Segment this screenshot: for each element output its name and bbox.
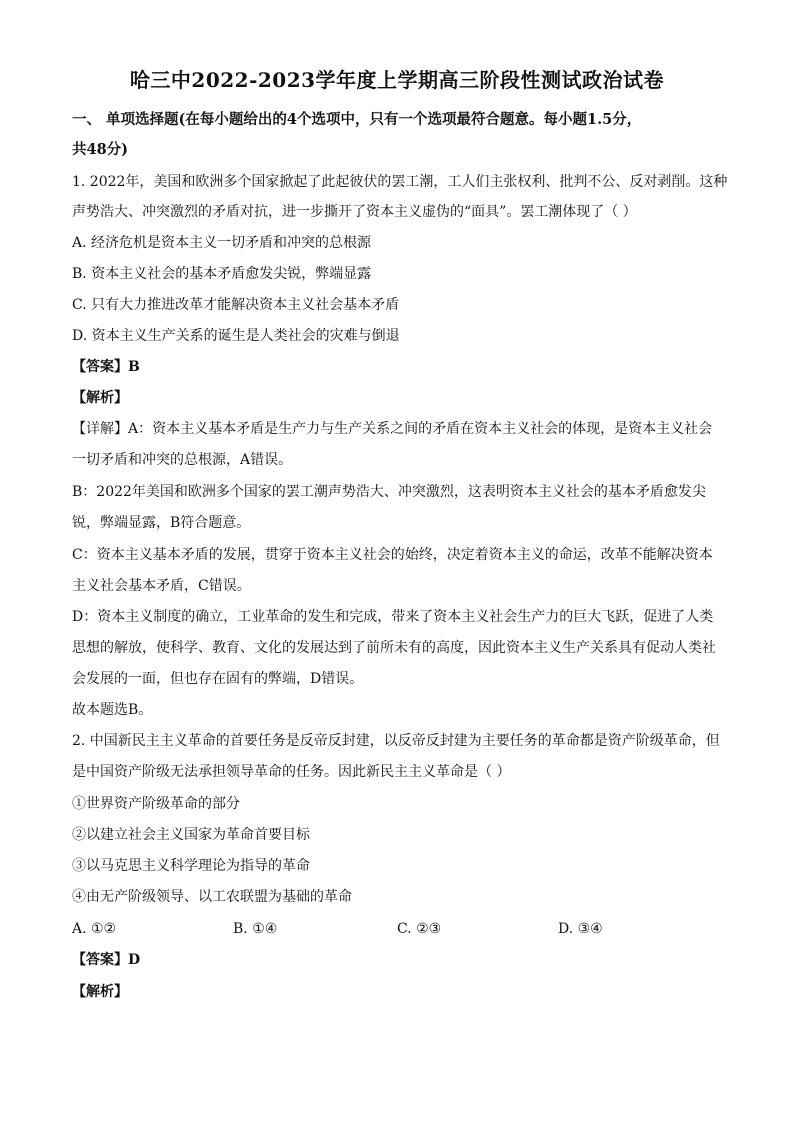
q2-item-1: ①世界资产阶级革命的部分: [72, 796, 240, 812]
q1-detail-line: 一切矛盾和冲突的总根源，A错误。: [72, 452, 293, 468]
q2-stem-line2: 是中国资产阶级无法承担领导革命的任务。因此新民主主义革命是（ ）: [72, 764, 511, 780]
q2-analysis-label: 【解析】: [72, 984, 128, 1000]
q1-detail-line: D：资本主义制度的确立，工业革命的发生和完成，带来了资本主义社会生产力的巨大飞跃，促进了人类: [72, 609, 714, 625]
q1-option-d: D. 资本主义生产关系的诞生是人类社会的灾难与倒退: [72, 328, 400, 344]
section-heading-line2: 共48分): [72, 141, 129, 158]
q1-detail-line: B：2022年美国和欧洲多个国家的罢工潮声势浩大、冲突激烈，这表明资本主义社会的基本矛盾愈发尖: [72, 484, 706, 500]
q2-option-c: C. ②③: [397, 921, 442, 937]
q2-stem-line1: 2. 中国新民主主义革命的首要任务是反帝反封建，以反帝反封建为主要任务的革命都是资产阶级革命，但: [72, 733, 720, 749]
q1-analysis-label: 【解析】: [72, 390, 128, 406]
q1-detail-line: 主义社会基本矛盾，C错误。: [72, 578, 251, 594]
q1-detail-line: 思想的解放，使科学、教育、文化的发展达到了前所未有的高度，因此资本主义生产关系具有促动人类社: [72, 640, 716, 656]
q1-detail-line: 会发展的一面，但也存在固有的弊端，D错误。: [72, 671, 364, 687]
q1-detail-line: C：资本主义基本矛盾的发展，贯穿于资本主义社会的始终，决定着资本主义的命运，改革不能解决资本: [72, 547, 713, 563]
q2-option-b: B. ①④: [233, 921, 278, 937]
q1-option-a: A. 经济危机是资本主义一切矛盾和冲突的总根源: [72, 235, 372, 251]
q1-stem-line2: 声势浩大、冲突激烈的矛盾对抗，进一步撕开了资本主义虚伪的“面具”。罢工潮体现了（ ）: [72, 204, 637, 220]
q2-option-a: A. ①②: [72, 921, 117, 937]
q1-answer: 【答案】B: [72, 359, 140, 375]
q2-item-4: ④由无产阶级领导、以工农联盟为基础的革命: [72, 889, 352, 905]
q1-conclusion: 故本题选B。: [72, 702, 153, 718]
q2-item-3: ③以马克思主义科学理论为指导的革命: [72, 858, 310, 874]
q1-option-c: C. 只有大力推进改革才能解决资本主义社会基本矛盾: [72, 297, 400, 313]
q1-detail-line: 锐，弊端显露，B符合题意。: [72, 515, 251, 531]
q1-detail-line: 【详解】A：资本主义基本矛盾是生产力与生产关系之间的矛盾在资本主义社会的体现，是资本主义社会: [72, 421, 713, 437]
page-title: 哈三中2022-2023学年度上学期高三阶段性测试政治试卷: [129, 68, 665, 92]
q2-item-2: ②以建立社会主义国家为革命首要目标: [72, 827, 310, 843]
q2-option-d: D. ③④: [558, 921, 603, 937]
q1-option-b: B. 资本主义社会的基本矛盾愈发尖锐，弊端显露: [72, 266, 372, 282]
q2-options-row: [72, 919, 732, 939]
q1-stem-line1: 1. 2022年，美国和欧洲多个国家掀起了此起彼伏的罢工潮，工人们主张权利、批判不公、反对剥削。这种: [72, 174, 728, 190]
section-heading-line1: 一、 单项选择题(在每小题给出的4个选项中，只有一个选项最符合题意。每小题1.5分，: [72, 111, 642, 128]
q2-answer: 【答案】D: [72, 952, 141, 968]
